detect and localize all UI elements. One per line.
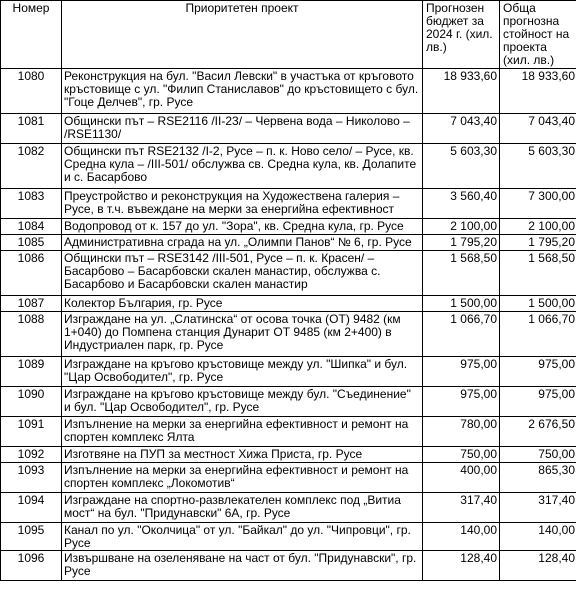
row-total-value: 865,30: [500, 463, 576, 493]
row-total-value: 128,40: [500, 551, 576, 581]
table-row: [1, 219, 576, 235]
row-budget-2024: 140,00: [423, 523, 500, 551]
row-total-value: 317,40: [500, 493, 576, 523]
row-project-name: Общински път – RSE2116 /II-23/ – Червена вода – Николово – /RSE1130/: [62, 114, 423, 144]
row-total-value: 975,00: [500, 387, 576, 417]
row-project-name: Изпълнение на мерки за енергийна ефективност и ремонт на спортен комплекс Ялта: [62, 417, 423, 447]
row-total-value: 1 568,50: [500, 251, 576, 296]
row-number: 1096: [1, 551, 62, 581]
header-budget-2024: Прогнозен бюджет за 2024 г. (хил. лв.): [423, 1, 500, 69]
row-total-value: 7 300,00: [500, 189, 576, 219]
row-number: 1086: [1, 251, 62, 296]
row-number: 1085: [1, 235, 62, 251]
row-number: 1081: [1, 114, 62, 144]
row-project-name: Реконструкция на бул. "Васил Левски" в участъка от кръговото кръстовище с ул. "Филип Станиславов" до кръстовището с бул. "Гоце Делчев", гр. Русе: [62, 69, 423, 114]
row-project-name: Преустройство и реконструкция на Художествена галерия – Русе, в т.ч. въвеждане на мерки за енергийна ефективност: [62, 189, 423, 219]
row-project-name: Канал по ул. "Околчица" от ул. "Байкал" до ул. "Чипровци", гр. Русе: [62, 523, 423, 551]
table-row: [1, 235, 576, 251]
row-number: 1080: [1, 69, 62, 114]
header-project: Приоритетен проект: [62, 1, 423, 69]
table-row: [1, 417, 576, 447]
table-row: [1, 493, 576, 523]
row-project-name: Изготвяне на ПУП за местност Хижа Приста, гр. Русе: [62, 447, 423, 463]
row-budget-2024: 3 560,40: [423, 189, 500, 219]
row-budget-2024: 975,00: [423, 387, 500, 417]
row-project-name: Изграждане на спортно-развлекателен комплекс под „Витиа мост“ на бул. "Придунавски" 6А, гр. Русе: [62, 493, 423, 523]
row-total-value: 2 100,00: [500, 219, 576, 235]
table-row: [1, 69, 576, 114]
row-number: 1082: [1, 144, 62, 189]
row-project-name: Изграждане на ул. „Слатинска“ от осова точка (ОТ) 9482 (км 1+040) до Помпена станция Дунарит ОТ 9485 (км 2+400) в Индустриален парк, гр. Русе: [62, 312, 423, 357]
row-project-name: Изпълнение на мерки за енергийна ефективност и ремонт на спортен комплекс „Локомотив“: [62, 463, 423, 493]
row-budget-2024: 750,00: [423, 447, 500, 463]
table-row: [1, 357, 576, 387]
row-number: 1091: [1, 417, 62, 447]
table-header: [1, 1, 576, 69]
row-number: 1083: [1, 189, 62, 219]
row-number: 1092: [1, 447, 62, 463]
row-total-value: 5 603,30: [500, 144, 576, 189]
row-total-value: 18 933,60: [500, 69, 576, 114]
header-number: Номер: [1, 1, 62, 69]
row-number: 1084: [1, 219, 62, 235]
row-project-name: Колектор България, гр. Русе: [62, 296, 423, 312]
row-project-name: Извършване на озеленяване на част от бул. "Придунавски", гр. Русе: [62, 551, 423, 581]
row-budget-2024: 5 603,30: [423, 144, 500, 189]
row-project-name: Административна сграда на ул. „Олимпи Панов“ № 6, гр. Русе: [62, 235, 423, 251]
row-total-value: 1 795,20: [500, 235, 576, 251]
row-budget-2024: 1 066,70: [423, 312, 500, 357]
row-budget-2024: 1 568,50: [423, 251, 500, 296]
table-row: [1, 296, 576, 312]
row-number: 1095: [1, 523, 62, 551]
row-total-value: 750,00: [500, 447, 576, 463]
row-project-name: Изграждане на кръгово кръстовище между ул. "Шипка" и бул. "Цар Освободител", гр. Русе: [62, 357, 423, 387]
table-row: [1, 463, 576, 493]
row-number: 1087: [1, 296, 62, 312]
row-budget-2024: 128,40: [423, 551, 500, 581]
table-row: [1, 447, 576, 463]
row-budget-2024: 400,00: [423, 463, 500, 493]
header-total-estimated-value: Обща прогнозна стойност на проекта (хил. лв.): [500, 1, 576, 69]
table-row: [1, 312, 576, 357]
row-number: 1088: [1, 312, 62, 357]
row-budget-2024: 1 500,00: [423, 296, 500, 312]
table-row: [1, 144, 576, 189]
table-row: [1, 114, 576, 144]
row-total-value: 2 676,50: [500, 417, 576, 447]
row-budget-2024: 7 043,40: [423, 114, 500, 144]
table-row: [1, 387, 576, 417]
table-row: [1, 189, 576, 219]
row-total-value: 1 066,70: [500, 312, 576, 357]
row-total-value: 1 500,00: [500, 296, 576, 312]
row-total-value: 975,00: [500, 357, 576, 387]
row-total-value: 7 043,40: [500, 114, 576, 144]
row-project-name: Общински път RSE2132 /I-2, Русе – п. к. Ново село/ – Русе, кв. Средна кула – /III-501/ обслужва св. Средна кула, кв. Долапите и с. Басарбово: [62, 144, 423, 189]
table-row: [1, 523, 576, 551]
row-number: 1093: [1, 463, 62, 493]
row-budget-2024: 1 795,20: [423, 235, 500, 251]
table-row: [1, 551, 576, 581]
row-number: 1094: [1, 493, 62, 523]
row-budget-2024: 18 933,60: [423, 69, 500, 114]
row-budget-2024: 780,00: [423, 417, 500, 447]
row-project-name: Общински път – RSE3142 /III-501, Русе – п. к. Красен/ – Басарбово – Басарбовски скален манастир, обслужва с. Басарбово и Басарбовски скален манастир: [62, 251, 423, 296]
row-number: 1090: [1, 387, 62, 417]
row-project-name: Изграждане на кръгово кръстовище между бул. "Съединение" и бул. "Цар Освободител", гр. Русе: [62, 387, 423, 417]
table-body: [1, 69, 576, 581]
row-budget-2024: 317,40: [423, 493, 500, 523]
table-row: [1, 251, 576, 296]
row-project-name: Водопровод от к. 157 до ул. "Зора", кв. Средна кула, гр. Русе: [62, 219, 423, 235]
row-total-value: 140,00: [500, 523, 576, 551]
row-budget-2024: 2 100,00: [423, 219, 500, 235]
header-row: [1, 1, 576, 69]
row-number: 1089: [1, 357, 62, 387]
row-budget-2024: 975,00: [423, 357, 500, 387]
